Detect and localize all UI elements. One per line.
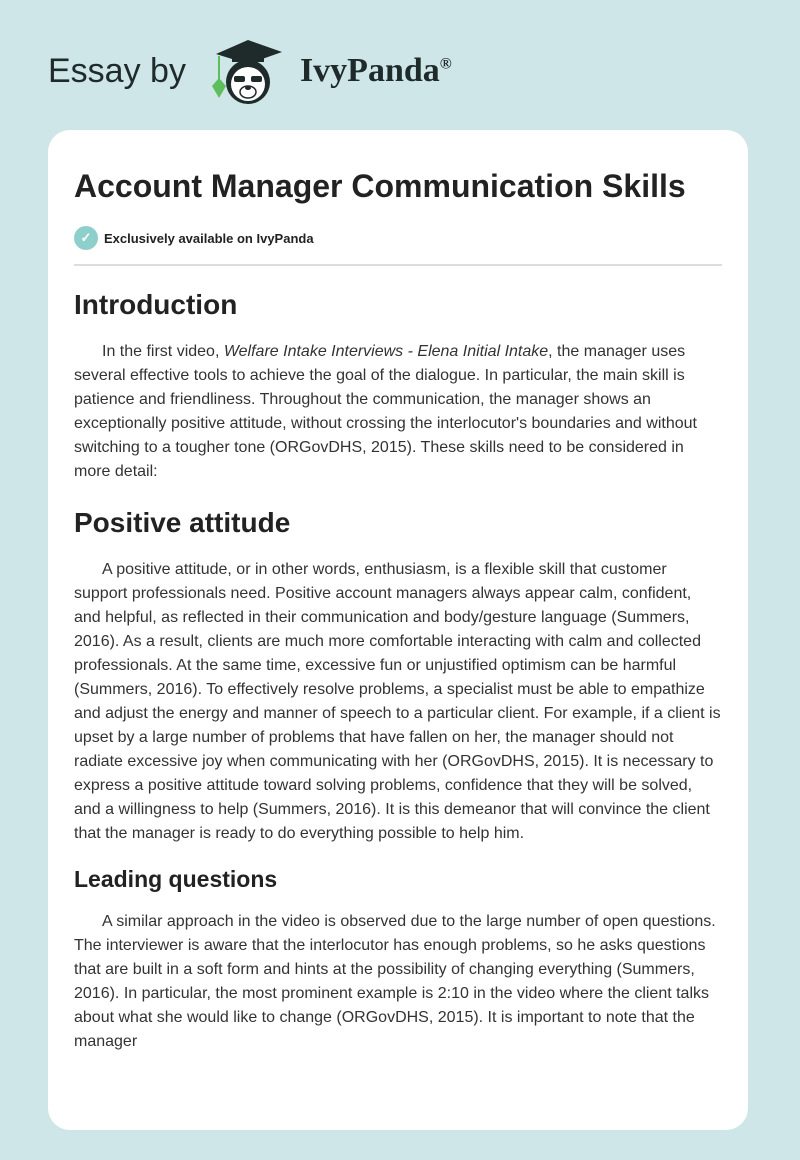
exclusive-badge: [74, 226, 722, 266]
check-icon: ✓: [74, 226, 98, 250]
section-heading: Introduction: [74, 289, 238, 320]
site-header: [48, 36, 452, 106]
paragraph: A positive attitude, or in other words, enthusiasm, is a flexible skill that customer support professionals need. Positive account managers always appear calm, confident, and helpful, as reflected in their communication and body/gesture language (Summers, 2016). As a result, clients are much more comfortable interacting with calm and collected professionals. At the same time, excessive fun or unjustified optimism can be harmful (Summers, 2016). To effectively resolve problems, a specialist must be able to empathize and adjust the energy and manner of speech to a particular client. For example, if a client is upset by a large number of problems that have fallen on her, the manager should not radiate excessive joy when communicating with her (ORGovDHS, 2015). It is necessary to express a positive attitude toward solving problems, confidence that they will be solved, and a willingness to help (Summers, 2016). It is this demeanor that will convince the client that the manager is ready to do everything possible to help him.: [74, 561, 721, 842]
paragraph: In the first video, Welfare Intake Interviews - Elena Initial Intake, the manager uses several effective tools to achieve the goal of the dialogue. In particular, the main skill is patience and friendliness. Throughout the communication, the manager shows an exceptionally positive attitude, without crossing the interlocutor's boundaries and without switching to a tougher tone (ORGovDHS, 2015). These skills need to be considered in more detail:: [74, 343, 697, 480]
paragraph: A similar approach in the video is observed due to the large number of open questions. The interviewer is aware that the interlocutor has enough problems, so he asks questions that are built in a soft form and hints at the possibility of changing everything (Summers, 2016). In particular, the most prominent example is 2:10 in the video where the client talks about what she would like to change (ORGovDHS, 2015). It is important to note that the manager: [74, 913, 716, 1050]
section-heading: Leading questions: [74, 866, 278, 892]
ivypanda-brand[interactable]: IvyPanda®: [299, 52, 452, 89]
essay-title: Account Manager Communication Skills: [74, 168, 686, 204]
badge-label: Exclusively available on IvyPanda: [104, 230, 314, 246]
section-heading: Positive attitude: [74, 507, 291, 538]
essay-by-label: Essay by: [48, 51, 186, 90]
essay-card: [48, 130, 748, 1130]
ivypanda-logo-icon[interactable]: [206, 36, 290, 106]
